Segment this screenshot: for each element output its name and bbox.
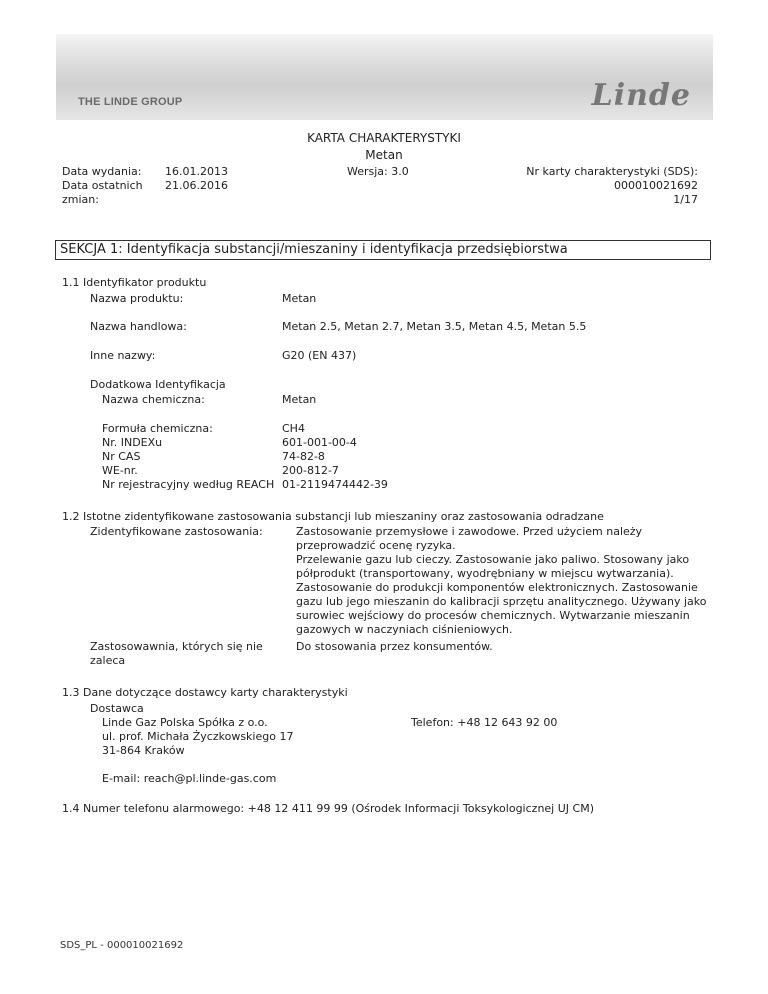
- identifier-labels: [102, 422, 274, 492]
- email-row: [102, 772, 276, 786]
- subsection-1-2-heading: 1.2 Istotne zidentyfikowane zastosowania substancji lub mieszaniny oraz zastosowania odradzane: [62, 510, 604, 523]
- index-label: Nr. INDEXu: [102, 436, 163, 449]
- sds-label: Nr karty charakterystyki (SDS):: [526, 165, 698, 178]
- product-name-label: Nazwa produktu:: [90, 292, 184, 305]
- section-1-title: SEKCJA 1: Identyfikacja substancji/mieszaniny i identyfikacja przedsiębiorstwa: [55, 240, 711, 260]
- version-block: [347, 165, 409, 179]
- company-group-name: THE LINDE GROUP: [78, 96, 183, 108]
- identified-uses-line: gazu lub jego mieszanin do kalibracji sprzętu analitycznego. Używany jako: [296, 595, 707, 608]
- additional-id-label: Dodatkowa Identyfikacja: [90, 378, 226, 391]
- subsection-1-1-heading: 1.1 Identyfikator produktu: [62, 276, 207, 289]
- not-recommended-value: Do stosowania przez konsumentów.: [296, 640, 493, 653]
- email-link[interactable]: reach@pl.linde-gas.com: [143, 772, 277, 785]
- header-banner: [56, 34, 713, 120]
- phone-label: Telefon:: [411, 716, 454, 729]
- identified-uses-line: gazowych w naczyniach ciśnieniowych.: [296, 623, 513, 636]
- product-name-value: Metan: [282, 292, 317, 305]
- address-line: 31-864 Kraków: [102, 744, 185, 757]
- cas-value: 74-82-8: [282, 450, 325, 463]
- not-recommended-label: [90, 640, 263, 668]
- supplier-address: [102, 716, 293, 758]
- identifier-values: [282, 422, 388, 492]
- email-label: E-mail:: [102, 772, 141, 785]
- subsection-1-4-heading: 1.4 Numer telefonu alarmowego:: [62, 802, 245, 815]
- formula-value: CH4: [282, 422, 305, 435]
- document-type: KARTA CHARAKTERYSTYKI: [307, 131, 461, 145]
- sds-block: [526, 165, 698, 207]
- cas-label: Nr CAS: [102, 450, 141, 463]
- identified-uses-text: [296, 525, 716, 637]
- trade-name-label: Nazwa handlowa:: [90, 320, 187, 333]
- product-title: Metan: [365, 148, 403, 162]
- trade-name-value: Metan 2.5, Metan 2.7, Metan 3.5, Metan 4.5, Metan 5.5: [282, 320, 587, 333]
- identified-uses-line: półprodukt (transportowany, wyodrębniany w miejscu wytwarzania).: [296, 567, 674, 580]
- subsection-1-3-heading: 1.3 Dane dotyczące dostawcy karty charakterystyki: [62, 686, 348, 699]
- other-names-label: Inne nazwy:: [90, 349, 156, 362]
- revision-label-line2: zmian:: [62, 193, 99, 206]
- emergency-phone-value[interactable]: +48 12 411 99 99 (Ośrodek Informacji Toksykologicznej UJ CM): [247, 802, 594, 815]
- reach-value: 01-2119474442-39: [282, 478, 388, 491]
- index-value: 601-001-00-4: [282, 436, 357, 449]
- address-line: Linde Gaz Polska Spółka z o.o.: [102, 716, 268, 729]
- not-recommended-label-line1: Zastosowawnia, których się nie: [90, 640, 263, 653]
- identified-uses-line: surowiec wejściowy do procesów chemicznych. Wytwarzanie mieszanin: [296, 609, 690, 622]
- not-recommended-label-line2: zaleca: [90, 654, 126, 667]
- document-title-block: [0, 130, 768, 164]
- linde-logo: Linde: [591, 78, 691, 113]
- phone-value[interactable]: +48 12 643 92 00: [457, 716, 558, 729]
- page-number: 1/17: [673, 193, 698, 206]
- date-labels: [62, 165, 143, 207]
- emergency-phone-row: [62, 802, 594, 816]
- identified-uses-line: przeprowadzić ocenę ryzyka.: [296, 539, 456, 552]
- version: Wersja: 3.0: [347, 165, 409, 178]
- identified-uses-label: Zidentyfikowane zastosowania:: [90, 525, 263, 538]
- we-label: WE-nr.: [102, 464, 138, 477]
- other-names-value: G20 (EN 437): [282, 349, 357, 362]
- issue-date: 16.01.2013: [165, 165, 228, 178]
- revision-label-line1: Data ostatnich: [62, 179, 143, 192]
- reach-label: Nr rejestracyjny według REACH: [102, 478, 275, 491]
- identified-uses-line: Zastosowanie do produkcji komponentów elektronicznych. Zastosowanie: [296, 581, 698, 594]
- we-value: 200-812-7: [282, 464, 339, 477]
- revision-date: 21.06.2016: [165, 179, 228, 192]
- identified-uses-line: Przelewanie gazu lub cieczy. Zastosowanie jako paliwo. Stosowany jako: [296, 553, 690, 566]
- chemical-name-label: Nazwa chemiczna:: [102, 393, 205, 406]
- issue-date-label: Data wydania:: [62, 165, 142, 178]
- identified-uses-line: Zastosowanie przemysłowe i zawodowe. Przed użyciem należy: [296, 525, 643, 538]
- supplier-label: Dostawca: [90, 702, 144, 715]
- date-values: [165, 165, 228, 193]
- sds-number: 000010021692: [614, 179, 698, 192]
- footer-code: SDS_PL - 000010021692: [60, 940, 184, 951]
- address-line: ul. prof. Michała Życzkowskiego 17: [102, 730, 294, 743]
- formula-label: Formuła chemiczna:: [102, 422, 213, 435]
- chemical-name-value: Metan: [282, 393, 317, 406]
- phone-row: [411, 716, 557, 730]
